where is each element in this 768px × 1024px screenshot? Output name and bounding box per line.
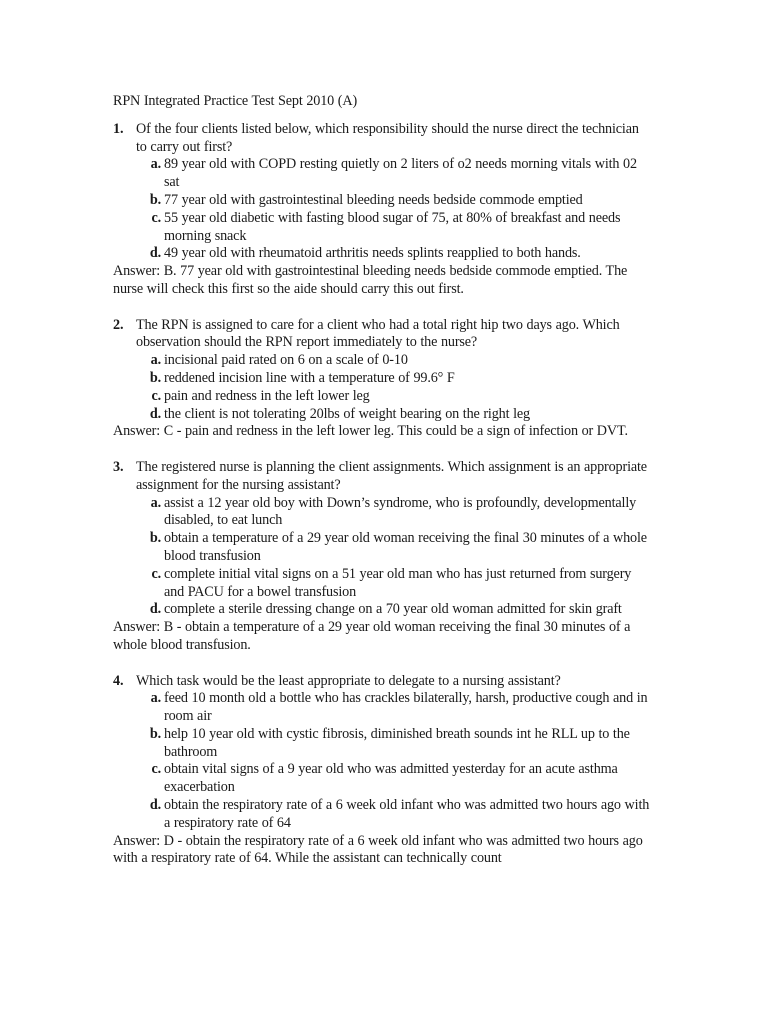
question-stem [113,673,653,691]
question-1 [113,121,653,299]
option-text: incisional paid rated on 6 on a scale of 0-10 [164,352,408,369]
option-letter: b. [149,530,161,547]
option-text: help 10 year old with cystic fibrosis, diminished breath sounds int he RLL up to the bathroom [164,725,630,760]
answer-text: Answer: D - obtain the respiratory rate of a 6 week old infant who was admitted two hours ago with a respiratory rate of 64. While the assistant can technically count [113,832,643,867]
option-text: feed 10 month old a bottle who has crackles bilaterally, harsh, productive cough and in room air [164,690,648,725]
option-c [113,210,653,246]
option-text: 55 year old diabetic with fasting blood sugar of 75, at 80% of breakfast and needs morning snack [164,209,621,244]
spacer [113,441,653,459]
option-list [113,690,653,832]
option-text: obtain a temperature of a 29 year old woman receiving the final 30 minutes of a whole blood transfusion [164,530,647,564]
question-text: Of the four clients listed below, which responsibility should the nurse direct the technician to carry out first? [136,120,639,155]
option-d [113,601,653,619]
option-b [113,530,653,566]
option-letter: a. [150,690,161,707]
option-letter: a. [150,352,161,369]
question-text: Which task would be the least appropriate to delegate to a nursing assistant? [136,672,561,689]
question-text: The RPN is assigned to care for a client who had a total right hip two days ago. Which observation should the RPN report immediately to the nurse? [136,316,620,351]
option-d [113,245,653,263]
question-stem [113,459,653,495]
question-number: 4. [113,672,124,689]
option-letter: d. [149,245,161,262]
option-a [113,690,653,726]
option-text: obtain the respiratory rate of a 6 week old infant who was admitted two hours ago with a respiratory rate of 64 [164,797,650,831]
option-letter: a. [150,156,161,173]
question-stem [113,317,653,353]
document-title: RPN Integrated Practice Test Sept 2010 (A) [113,93,358,109]
option-text: 89 year old with COPD resting quietly on 2 liters of o2 needs morning vitals with 02 sat [164,156,637,191]
option-a [113,495,653,531]
answer-text: Answer: B - obtain a temperature of a 29 year old woman receiving the final 30 minutes of a whole blood transfusion. [113,619,631,653]
option-c [113,761,653,797]
option-letter: c. [151,761,161,778]
option-list [113,495,653,620]
question-stem [113,121,653,157]
spacer [113,299,653,317]
option-a [113,156,653,192]
option-letter: d. [149,797,161,814]
option-b [113,192,653,210]
option-d [113,406,653,424]
option-c [113,566,653,602]
option-letter: d. [149,601,161,618]
option-text: complete initial vital signs on a 51 year old man who has just returned from surgery and PACU for a bowel transfusion [164,565,632,600]
answer-text: Answer: B. 77 year old with gastrointestinal bleeding needs bedside commode emptied. The nurse will check this first so the aide should carry this out first. [113,263,628,297]
option-text: 77 year old with gastrointestinal bleeding needs bedside commode emptied [164,191,583,208]
option-text: complete a sterile dressing change on a 70 year old woman admitted for skin graft [164,601,622,618]
option-b [113,726,653,762]
option-letter: c. [151,565,161,582]
option-c [113,388,653,406]
option-b [113,370,653,388]
option-text: pain and redness in the left lower leg [164,387,370,404]
question-number: 2. [113,316,124,333]
option-a [113,352,653,370]
spacer [113,655,653,673]
question-3 [113,459,653,655]
question-text: The registered nurse is planning the client assignments. Which assignment is an appropriate assignment for the nursing assistant? [136,458,647,493]
option-letter: b. [149,191,161,208]
question-4 [113,673,653,869]
option-text: assist a 12 year old boy with Down’s syndrome, who is profoundly, developmentally disabled, to eat lunch [164,494,637,529]
question-number: 3. [113,458,124,475]
option-list [113,156,653,263]
option-text: reddened incision line with a temperature of 99.6° F [164,369,455,386]
option-letter: c. [151,387,161,404]
document-page [113,93,653,868]
question-number: 1. [113,120,124,137]
option-text: obtain vital signs of a 9 year old who was admitted yesterday for an acute asthma exacerbation [164,761,618,796]
option-d [113,797,653,833]
option-letter: b. [149,369,161,386]
option-letter: a. [150,494,161,511]
option-text: 49 year old with rheumatoid arthritis needs splints reapplied to both hands. [164,245,581,262]
option-list [113,352,653,423]
answer-text: Answer: C - pain and redness in the left lower leg. This could be a sign of infection or DVT. [113,423,628,440]
option-text: the client is not tolerating 20lbs of weight bearing on the right leg [164,405,530,422]
option-letter: b. [149,725,161,742]
option-letter: c. [151,209,161,226]
question-2 [113,317,653,442]
option-letter: d. [149,405,161,422]
